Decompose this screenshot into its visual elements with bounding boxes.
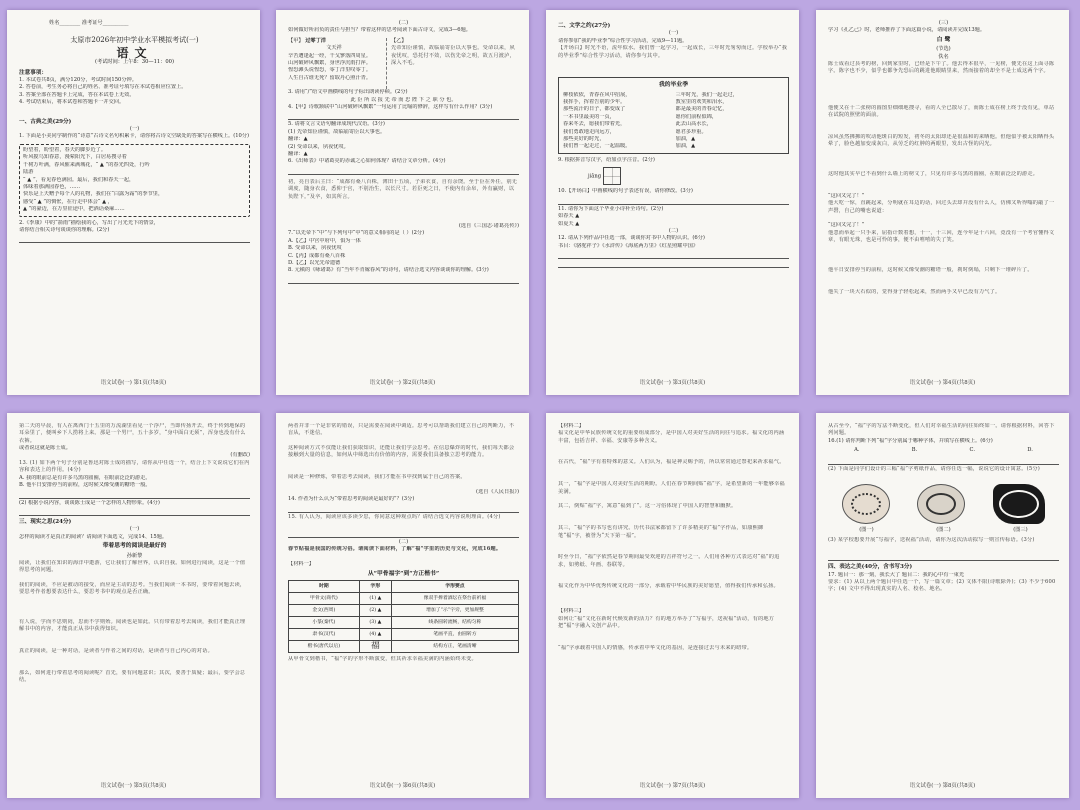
question-13: 13. (1) 如下两个句子分别是鲁迅对陈士成的描写，请你从中任选一个，结合上下文说说它们在内容和表达上的作用。(4分)	[19, 459, 250, 474]
question-4: 4.【甲】诗歌颔联中“山河破碎风飘絮”一句运用了比喻的修辞，这样写有什么作用？(3分)	[288, 104, 493, 111]
card-line: 春来冬去，愿我们带着光，	[563, 121, 626, 128]
section-intro: 怎样的阅读才是真正的阅读？请阅读下面选文，完成14、15题。	[19, 533, 168, 540]
card-line: 都是最美的青春记忆，	[675, 106, 728, 113]
story-paragraph: 他失了一块大石似的，觉得身子轻松起来，然而两手又早已没有力气了。	[828, 288, 1001, 295]
table-header: 字形	[359, 581, 391, 593]
story-paragraph: 他便又在十二张榜的圆图里细细地搜寻，看的人全已散尽了，而陈士成在榜上终于没有见，单站在试院的照壁的面前。	[828, 105, 1055, 119]
notice-line: 1. 本试卷共8页，满分120分，考试时间150分钟。	[19, 77, 137, 84]
page-footer: 语文试卷(一) 第7页(共8页)	[639, 783, 706, 789]
article-paragraph: 真正的阅读，是一种对话，是读者与作者之间的对话，是读者与自己内心的对话。	[19, 648, 213, 655]
table-cell: 结构方正，笔画清晰	[391, 641, 518, 653]
section-number: (一)	[668, 30, 679, 37]
table-row	[289, 593, 519, 605]
question-14: 14. 作者为什么认为“带着思考的阅读是最好的”？(3分)	[288, 496, 415, 503]
poem-line: 人生自古谁无死？留取丹心照汗青。	[288, 74, 372, 81]
table-cell: 金文(西周)	[289, 605, 360, 617]
poem-line: 辛苦遭逢起一经，干戈寥落四周星。	[288, 52, 372, 59]
question-9: 9. 根据拼音写汉字，给加点字注音。(2分)	[558, 156, 655, 163]
notice-line: 3. 答案全部在答题卡上完成，答在本试卷上无效。	[19, 91, 135, 98]
card-line: 感受“ ▲ ”的惆怅，在行走中体会“ ▲ ，	[23, 198, 113, 205]
article-paragraph: 阅读是一种修炼，带着思考去阅读，我们才能在书中找到属于自己的答案。	[288, 474, 466, 480]
card-line: 柳枝依依，青春在风中招展，	[563, 91, 631, 98]
table-header: 字形要点	[391, 581, 518, 593]
card-line: 教室里的欢笑和泪水，	[675, 99, 728, 106]
part-heading: 三、现实之思(24分)	[19, 519, 72, 526]
story-paragraph: “这回又完了！”	[828, 193, 865, 200]
material-paragraph: “福”字承载着中国人的情感，传承着中华文化的基因，是连接过去与未来的纽带。	[558, 644, 753, 651]
exam-page-7	[546, 413, 799, 798]
notice-line: 2. 答卷前，考生务必将自己的姓名、准考证号填写在本试卷相应位置上。	[19, 84, 187, 91]
subject-title: 语文	[116, 45, 153, 60]
card-line: ▲ ”的豪迈，在万里征途中，把酒话桑麻……	[23, 206, 125, 213]
card-line: 盼望着，盼望着，春天的脚步近了。	[23, 146, 107, 153]
question-8: 8. 元稹的《咏诸葛》有“当年不肯嫁春风”的诗句，请结合选文内容谈谈你的理解。(3分)	[288, 267, 489, 274]
table-cell: 像双手捧着酒坛在祭台前祈福	[391, 593, 518, 605]
page-footer: 语文试卷(一) 第3页(共8页)	[639, 380, 706, 386]
table-cell[interactable]: (3) ▲	[359, 617, 391, 629]
answer-line[interactable]	[19, 491, 250, 499]
poem-line: 山河破碎风飘絮，身世浮沉雨打萍。	[288, 60, 372, 67]
papercut-images	[828, 484, 1059, 524]
answer-line[interactable]	[828, 457, 1059, 465]
story-paragraph: “这回又完了！”	[828, 222, 865, 229]
table-cell: 楷书(唐代以后)	[289, 641, 360, 653]
section-number: (二)	[398, 538, 409, 545]
story-paragraph: 他大吃一惊，直跳起来，分明就在耳边的话，回过头去却并没有什么人，仿佛又听得嗡的敲了一声磬，自己的嘴也说道：	[828, 200, 1055, 214]
table-title: 从“甲骨福字”到“方正楷书”	[367, 570, 440, 577]
card-line: 那些美好的时光，	[563, 136, 605, 143]
material-label: 【材料三】	[558, 608, 584, 615]
section-intro: 请你参加“我的毕业季”综合性学习活动，完成9—11题。	[558, 37, 688, 44]
table-row	[289, 629, 519, 641]
booklist: 书目：《骆驼祥子》《水浒传》《海底两万里》《红星照耀中国》	[558, 242, 699, 249]
answer-line[interactable]	[558, 197, 789, 205]
card-line: 千树万叶满，春风催来满城花，“ ▲ ”的春光四处，行吟	[23, 161, 150, 168]
fu-character-table	[288, 580, 519, 653]
answer-line[interactable]	[288, 167, 519, 175]
table-row	[289, 617, 519, 629]
answer-line[interactable]	[558, 260, 789, 268]
opening-paragraph: 【开场白】时光不语，流年似水。我们曾一起学习，一起成长，三年时光匆匆而过。学校举办“我的毕业季”综合性学习活动，请你参与其中。	[558, 45, 788, 59]
passage-bing: 初，亮自表后主曰：“成都有桑八百株，薄田十五顷，子弟衣食，自有余饶。至于臣在外任，别无调度，随身衣食，悉仰于官，不别治生，以长尺寸。若臣死之日，不使内有余帛，外有赢财，以负陛下。”及卒，如其所言。	[288, 178, 518, 200]
question-11: 11. 请你为下面这个毕业小诗补全诗句。(2分)	[558, 205, 664, 212]
card-line: 陆游	[23, 169, 34, 176]
material-paragraph: 福文化是中华民族传统文化的重要组成部分，是中国人对美好生活的向往与追求。福文化的内涵丰富，包括吉祥、幸福、安康等多种含义。	[558, 430, 785, 444]
story-paragraph: 这时他其实早已不看到什么墙上的榜文了，只见有许多乌黑的圆圈，在眼前泛泛的游走。	[828, 171, 1039, 178]
card-line: 愿你们前程似锦，	[675, 113, 718, 120]
article-paragraph: 从甲骨文到楷书，“福”字的字形不断演变，但其祈求幸福美满的内涵始终未变。	[288, 656, 477, 663]
table-cell: 线条圆转流畅，结构匀称	[391, 617, 518, 629]
material-paragraph: 福文化作为中华优秀传统文化的一部分，承载着中华民族的美好愿望，值得我们传承和弘扬。	[558, 583, 779, 590]
card-line: 加油，▲	[675, 136, 696, 143]
card-title: 我的毕业季	[659, 82, 688, 89]
page-footer: 语文试卷(一) 第2页(共8页)	[369, 380, 436, 386]
question-6: 6.《出师表》中诸葛亮的赤诚之心如何体现？请结合文章分析。(4分)	[288, 158, 446, 165]
passage-yi	[386, 38, 519, 89]
part-heading: 二、文学之约(27分)	[558, 23, 611, 29]
question-16-3: (3) 某学校想要开展“写福字，送祝福”活动，请你为这次活动拟写一则宣传标语。(3分)	[828, 537, 1035, 544]
answer-line[interactable]	[19, 508, 250, 516]
card-line: 我们勇敢地走向远方，	[563, 128, 615, 135]
card-line: 体味着那满园春色，……	[23, 183, 81, 190]
exam-page-3	[546, 10, 799, 395]
section-intro: 如何做好所肩负的责任与担当？带着这样的思考阅读下面古诗文，完成3—6题。	[288, 27, 471, 34]
table-header-row	[289, 581, 519, 593]
notice-title: 注意事项：	[19, 69, 47, 76]
table-cell[interactable]: (1) ▲	[359, 593, 391, 605]
image-caption: (图一)	[859, 526, 874, 533]
card-line: 那些流汗的日子，都变成了	[563, 106, 626, 113]
material-paragraph: 其一，“福”字是中国人对美好生活的期盼。人们在春节期间贴“福”字，是希望新的一年能够幸福美满。	[558, 481, 785, 495]
table-cell: 增加了“示”字旁，更加规整	[391, 605, 518, 617]
option: A. 我的眼前总是有许多乌黑的圆圈，在眼前泛泛的游走。	[19, 474, 151, 481]
exam-page-4	[816, 10, 1069, 395]
poem-line: 惶恐滩头说惶恐，零丁洋里叹零丁。	[288, 67, 372, 74]
question-17: 17. 题目一：那一刻，我长大了 题目二：我的心中有一束光	[828, 571, 965, 578]
id-label: 准考证号	[81, 20, 103, 26]
table-row	[289, 605, 519, 617]
question-5-item: 翻译：▲	[288, 136, 308, 143]
image-labels	[828, 527, 1059, 534]
table-cell: 福	[359, 641, 391, 653]
answer-line[interactable]	[288, 505, 519, 513]
answer-line[interactable]	[828, 553, 1059, 561]
table-cell[interactable]: (4) ▲	[359, 629, 391, 641]
section-number: (三)	[938, 20, 949, 26]
question-2: 2.《季康》中的“箭雨”描绘我的心，写出了月光光下的情景，	[19, 219, 159, 226]
section-number: (一)	[129, 526, 140, 533]
question-3: 3. 请用“/”给文中画横线的句子标出朗读停顿。(2分)	[288, 89, 408, 96]
q16-options	[828, 447, 1059, 454]
image-caption: (图三)	[1013, 526, 1028, 533]
section-number: (二)	[398, 20, 409, 26]
exam-page-2	[276, 10, 529, 395]
notice-line: 4. 考试结束后，将本试卷和答题卡一并交回。	[19, 99, 125, 106]
table-row	[289, 641, 519, 653]
question-5-item: 翻译：▲	[288, 151, 308, 158]
image-caption: (图二)	[936, 526, 951, 533]
card-line: 加油，▲	[675, 143, 696, 150]
exam-page-6	[276, 413, 529, 798]
option: A.	[854, 447, 860, 454]
answer-line[interactable]	[558, 251, 789, 259]
card-line: 一本书里最美的一页，	[563, 113, 615, 120]
exam-page-1	[7, 10, 260, 395]
article-paragraph: 阅读，让我们在知识的海洋中遨游，它让我们了解世界，认识自我。如何进行阅读，这是一个值得思考的问题。	[19, 560, 246, 574]
option: C.【丙】成都有桑八百株	[288, 252, 346, 259]
question-2-cont: 请你结合相关诗句谈谈你的理解。(2分)	[19, 226, 110, 233]
article-author: 孙新黎	[126, 552, 143, 559]
passage-source: (选自《三国志·诸葛亮传》)	[458, 222, 519, 229]
material-paragraph: 从古至今，“福”字的写法不断变化，但人们对幸福生活的向往始终如一。请你根据材料，回答下列问题。	[828, 423, 1055, 437]
table-cell[interactable]: (2) ▲	[359, 605, 391, 617]
story-title: 白 鹭	[936, 36, 951, 43]
passage-source: (选自《人民日报》)	[476, 489, 519, 495]
story-subtitle: (节选)	[936, 46, 951, 53]
option: B. 受命以来，夙夜忧叹	[288, 245, 342, 252]
name-label: 姓名	[49, 20, 60, 26]
option: D.【乙】以光先帝遗德	[288, 259, 341, 266]
story-paragraph: 他忽而举起一只手来，屈指计数着想，十一，十三回，连今年是十六回，竟没有一个考官懂得文章，有眼无珠，也是可怜的事，便不由嘻嘻的失了笑。	[828, 229, 1055, 244]
story-paragraph: 他平日安排停当的前程，这时候又像受潮的糖塔一般，刹时倒塌，只剩下一堆碎片了。	[828, 266, 1033, 273]
card-line: 我们曾一起走过，一起温暖。	[563, 143, 631, 150]
question-5-item: (2) 受命以来，夙夜忧叹。	[288, 143, 349, 150]
part-heading: 一、古典之美(29分)	[19, 118, 72, 125]
poem-author: 文天祥	[326, 45, 342, 52]
article-paragraph: 我们的阅读，不应是被动的接受，而应是主动的思考。当我们阅读一本书时，要带着问题去读，要思考作者想要表达什么，要思考书中的观点是否正确。	[19, 582, 246, 596]
tag-yi: 【乙】	[391, 37, 407, 44]
exam-title: 太原市2026年初中学业水平模拟考试(一)	[70, 36, 199, 45]
question-16: 16.(1) 请你判断下列“福”字分别属于哪种字体，并填写在横线上。(6分)	[828, 438, 993, 444]
papercut-fu-image	[917, 484, 965, 524]
article-paragraph: 这种阅读方式不仅能让我们获取知识，还能让我们学会思考。在信息爆炸的时代，我们每天都会接触到大量的信息，如何从中筛选出有价值的内容，需要我们具备独立思考的能力。	[288, 445, 515, 459]
page-footer: 语文试卷(一) 第1页(共8页)	[100, 380, 167, 386]
story-paragraph: 陈士成看过县考的榜，回到家里时，已经是下午了。他去得本很早，一见榜，便先在这上面寻陈字。陈字也不少，似乎也都争先恐后的跳进他眼睛里来，然而接着的却全不是士成这两个字。	[828, 61, 1055, 75]
papercut-dragon-image	[993, 484, 1045, 524]
question-10: 10.【开场白】中画横线的句子表述有误，请你修改。(3分)	[558, 188, 693, 195]
table-cell: 隶书(汉代)	[289, 629, 360, 641]
papercut-fish-image	[842, 484, 890, 524]
option: C.	[969, 447, 975, 454]
essay-requirements: 要求：(1) 从以上两个题目中任选一个，写一篇文章；(2) 文体不限(诗歌除外)；(3) 不少于600字；(4) 文中不得出现真实的人名、校名、地名。	[828, 579, 1056, 593]
option: A.【乙】中宫中府中，俱为一体	[288, 237, 361, 244]
question-5-item: (1) 先帝知臣谨慎，故临崩寄臣以大事也。	[288, 128, 386, 135]
passage-text: 先帝知臣谨慎，故临崩寄臣以大事也。受命以来，夙夜忧叹，恐托付不效，以伤先帝之明，故五月渡泸，深入不毛。	[391, 45, 515, 67]
card-line: 听风搅乌知春意，漫萦阳光下，白居易搜寻着	[23, 154, 127, 161]
page-footer: 语文试卷(一) 第8页(共8页)	[909, 783, 976, 789]
tag-jia: 【甲】	[288, 37, 304, 44]
question-7: 7.“以先帝下“中”与下列句中“中”的意义相同的是（ ）(2分)	[288, 230, 425, 237]
answer-line[interactable]	[19, 235, 250, 243]
question-11-line: 如春天 ▲	[558, 213, 580, 220]
answer-line[interactable]	[288, 530, 519, 538]
table-cell: 甲骨文(商代)	[289, 593, 360, 605]
table-cell: 小篆(秦代)	[289, 617, 360, 629]
pinyin-label: jiǎng	[588, 173, 602, 180]
answer-line[interactable]	[288, 276, 519, 284]
question-15: 15. 有人认为，阅读应该多读少思，你同意这种观点吗？请结合选文内容说明理由。(4分)	[288, 513, 501, 520]
graduation-card	[558, 77, 789, 154]
material-label: 【材料二】	[558, 423, 584, 429]
card-line: 三年时光，我们一起走过，	[675, 91, 738, 98]
question-11-line: 如夏天 ▲	[558, 220, 580, 227]
option: D.	[1027, 447, 1033, 454]
poem-title: 过零丁洋	[305, 37, 326, 44]
card-line: 快乐是上天赠予每个人的礼物，我们在“白露为霜”的季节里，	[23, 191, 164, 198]
material-paragraph: 在古代，“福”字有着特殊的意义。人们认为，福是神灵赐予的，所以常常通过祭祀来祈求福气。	[558, 459, 785, 466]
page-footer: 语文试卷(一) 第4页(共8页)	[909, 380, 976, 386]
page-footer: 语文试卷(一) 第6页(共8页)	[369, 783, 436, 789]
answer-line[interactable]	[288, 112, 519, 120]
story-paragraph: 第二天的早晨，有人在离西门十五里的万流湖里看见一个浮尸，当即传扬开去，终于传到地保的耳朵里了，便叫乡下人捞将上来。那是一个男尸，五十多岁，“身中面白无须”，浑身也没有什么衣裤。	[19, 423, 246, 444]
poem-jia	[288, 38, 380, 89]
material-paragraph: 时至今日，“福”字依然是春节期间最受欢迎的吉祥符号之一。人们用各种方式表达对“福”的追求，如剪纸、年画、春联等。	[558, 554, 780, 568]
story-paragraph: 或者说这就是陈士成。	[19, 445, 71, 451]
article-paragraph: 有人说，学而不思则罔，思而不学则殆。阅读也是如此。只有带着思考去阅读，我们才能真正理解书中的内容，才能真正从书中获得知识。	[19, 619, 246, 633]
question-13-2: (2) 根据小说内容，谈谈陈士成是一个怎样的人物形象。(4分)	[19, 499, 160, 506]
option: B. 他平日安排停当的前程，这时候又像受潮的糖塔一般。	[19, 482, 151, 489]
question-12: 12. 请从下列作品中任选一部，谈谈你对书中人物的认识。(6分)	[558, 235, 705, 242]
material-label: 【材料一】	[288, 561, 314, 568]
part-heading: 四、表达之美(40分，含书写3分)	[828, 564, 913, 571]
name-id-row: 姓名________ 准考证号__________	[49, 20, 129, 26]
question-3-text: 此 臣 所 以 报 先 帝 而 忠 陛 下 之 职 分 也。	[350, 96, 457, 103]
material-paragraph: 其二，倒贴“福”字，寓意“福到了”。这一习俗体现了中国人的智慧和幽默。	[558, 503, 737, 510]
poetry-card	[19, 144, 250, 217]
story-paragraph: 凉风虽然拂拂的吹动他斑白的短发，初冬的太阳却还是很温和的来晒他。但他似乎被太阳晒得头晕了，脸色越加变成灰白，从劳乏的红肿的两眼里，发出古怪的闪光。	[828, 134, 1055, 148]
table-header: 时期	[289, 581, 360, 593]
table-cell: 笔画平直，由圆转方	[391, 629, 518, 641]
exam-page-5	[7, 413, 260, 798]
section-number: (二)	[668, 227, 679, 234]
section-intro: 春节贴福是我国的传统习俗。请阅读下面材料，了解“福”字里的历史与文化，完成16题。	[288, 546, 502, 553]
section-intro: 学习《孔乙己》时，老师推荐了下面这篇小说，请阅读并完成13题。	[828, 27, 986, 34]
material-paragraph: 如何让“福”文化在新时代焕发新的活力？有的地方举办了“写福字，送祝福”活动，有的地方把“福”字融入文创产品中。	[558, 615, 775, 630]
writing-grid[interactable]	[603, 167, 621, 185]
exam-page-8	[816, 413, 1069, 798]
story-author: 佚名	[938, 53, 949, 60]
article-paragraph: 两者并非一个是非常的错误，只是需要在阅读中调适。思考可以帮助我们建立自己的判断力，不盲从，不迷信。	[288, 423, 515, 437]
page-footer: 语文试卷(一) 第5页(共8页)	[100, 783, 167, 789]
passage-source: (有删改)	[230, 452, 250, 459]
card-line: “ ▲ ”，看见春色满园。最后，我们和春天一起，	[23, 176, 135, 183]
article-paragraph: 那么，如何进行带着思考的阅读呢？首先，要有问题意识；其次，要善于质疑；最后，要学会总结。	[19, 670, 246, 684]
section-number: (一)	[129, 126, 140, 133]
question-16-2: (2) 下面是同学们设计的三幅“福”字剪纸作品，请你任选一幅，说说它的设计寓意。(5分)	[828, 465, 1041, 472]
exam-time-note: (考试时间：上午8：30—11：00)	[94, 59, 175, 66]
question-1: 1. 下面是小美同学制作的“诗意”古诗文名句积累卡，请你将古诗文空缺处的答案写在横线上。(10分)	[19, 133, 250, 140]
card-line: 此去山高水长，	[675, 121, 712, 128]
pinyin-grid	[588, 167, 789, 185]
question-5: 5. 请将文言文语句翻译成现代汉语。(3分)	[288, 121, 385, 128]
card-line: 我挥手，挥着告别的少年。	[563, 99, 626, 106]
poem-block	[288, 38, 519, 89]
card-line: 愿君多珍重。	[675, 128, 707, 135]
option: B.	[911, 447, 918, 454]
article-title: 带着思考的阅读是最好的	[102, 543, 167, 550]
material-paragraph: 其三，“福”字的书写也有讲究。历代书法家都留下了许多精美的“福”字作品，如康熙御笔“福”字，被誉为“天下第一福”。	[558, 525, 764, 539]
